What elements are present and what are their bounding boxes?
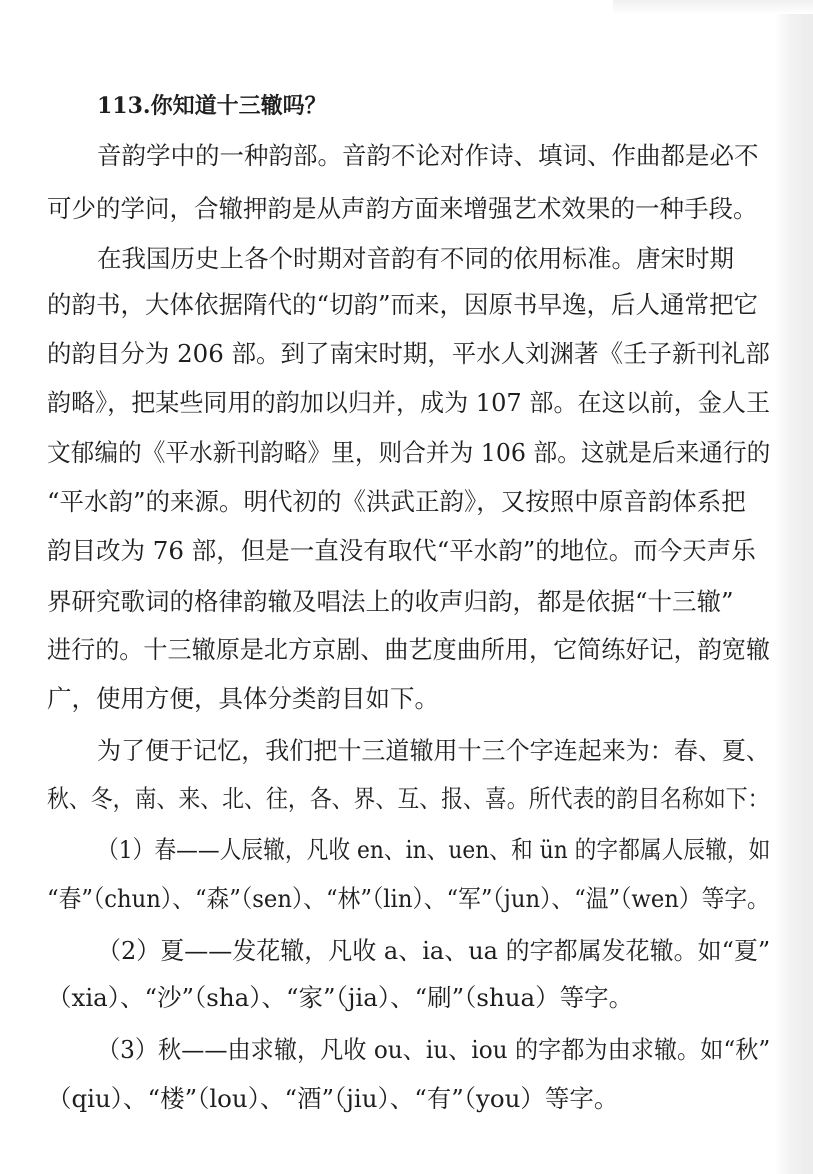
section-heading: 113.你知道十三辙吗？: [97, 93, 327, 119]
paragraph-2-line-9: 进行的。十三辙原是北方京剧、曲艺度曲所用，它简练好记，韵宽辙: [47, 635, 771, 664]
item-2-line-1: （2）夏——发花辙，凡收 a、ia、ua 的字都属发花辙。如“夏”: [97, 936, 771, 965]
paragraph-2-line-3: 的韵目分为 206 部。到了南宋时期，平水人刘渊著《壬子新刊礼部: [47, 339, 770, 368]
paragraph-2-line-5: 文郁编的《平水新刊韵略》里，则合并为 106 部。这就是后来通行的: [47, 438, 771, 467]
item-3-line-1: （3）秋——由求辙，凡收 ou、iu、iou 的字都为由求辙。如“秋”: [97, 1035, 771, 1064]
paragraph-1-line-2: 可少的学问，合辙押韵是从声韵方面来增强艺术效果的一种手段。: [47, 194, 758, 223]
page-top-shadow: [613, 0, 813, 14]
page-edge-shadow: [775, 0, 813, 1174]
paragraph-2-line-10: 广，使用方便，具体分类韵目如下。: [47, 684, 439, 713]
paragraph-2-line-2: 的韵书，大体依据隋代的“切韵”而来，因原书早逸，后人通常把它: [47, 290, 759, 319]
paragraph-2-line-4: 韵略》，把某些同用的韵加以归并，成为 107 部。在这以前，金人王: [47, 388, 771, 417]
paragraph-1-line-1: 音韵学中的一种韵部。音韵不论对作诗、填词、作曲都是必不: [97, 141, 759, 170]
paragraph-3-line-1: 为了便于记忆，我们把十三道辙用十三个字连起来为：春、夏、: [97, 736, 770, 765]
paragraph-3-line-2: 秋、冬，南、来、北、往，各、界、互、报、喜。所代表的韵目名称如下：: [47, 784, 770, 813]
item-3-line-2: （qiu）、“楼”（lou）、“酒”（jiu）、“有”（you）等字。: [47, 1084, 619, 1113]
paragraph-2-line-7: 韵目改为 76 部，但是一直没有取代“平水韵”的地位。而今天声乐: [47, 536, 756, 565]
paragraph-2-line-8: 界研究歌词的格律韵辙及唱法上的收声归韵，都是依据“十三辙”: [47, 587, 734, 616]
item-1-line-2: “春”（chun）、“森”（sen）、“林”（lin）、“军”（jun）、“温”（wen）等字。: [47, 884, 770, 913]
paragraph-2-line-1: 在我国历史上各个时期对音韵有不同的依用标准。唐宋时期: [97, 244, 734, 273]
item-2-line-2: （xia）、“沙”（sha）、“家”（jia）、“刷”（shua）等字。: [47, 983, 634, 1012]
item-1-line-1: （1）春——人辰辙，凡收 en、in、uen、和 ün 的字都属人辰辙，如: [97, 835, 771, 864]
paragraph-2-line-6: “平水韵”的来源。明代初的《洪武正韵》，又按照中原音韵体系把: [47, 487, 746, 516]
